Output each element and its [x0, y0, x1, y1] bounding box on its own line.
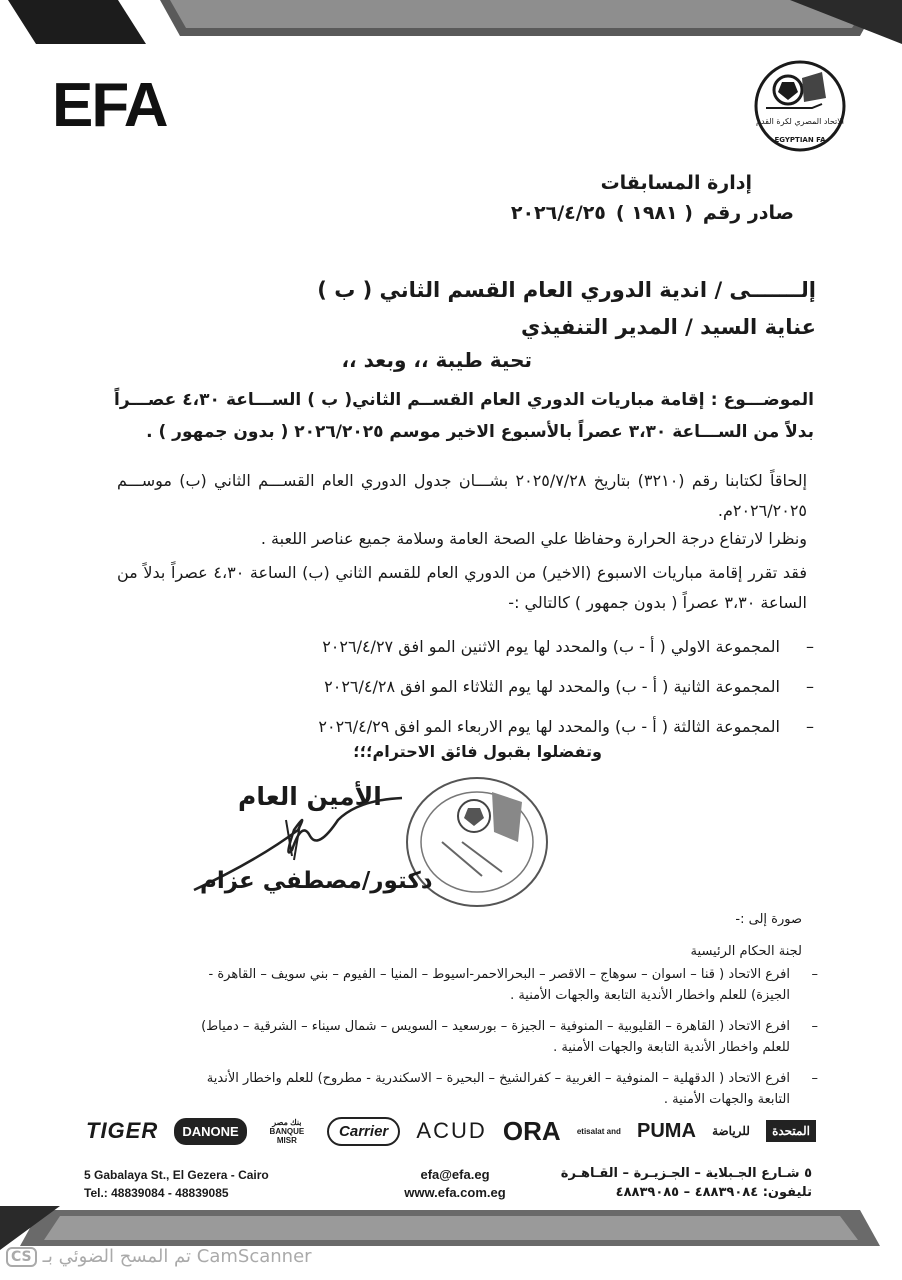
efa-emblem-icon [752, 58, 848, 154]
emblem-arabic-text: الاتحاد المصري لكرة القدم [755, 117, 845, 126]
subject-block [114, 384, 814, 448]
sponsor-puma-logo: PUMA [637, 1119, 696, 1142]
sponsor-carrier-logo: Carrier [327, 1117, 400, 1146]
subject-label: الموضـــوع : [710, 390, 814, 410]
top-border-band [0, 0, 902, 46]
sponsor-tiger-logo: TIGER [86, 1118, 159, 1143]
sponsor-united-logo: المتحدة [766, 1120, 816, 1142]
cc-item-text: افرع الاتحاد ( الدقهلية – المنوفية – الغربية – كفرالشيخ – البحيرة – الاسكندرية - مطروح) للعلم واخطار الأندية التابعة والجهات الأمنية . [206, 1071, 790, 1107]
footer-website-link[interactable]: www.efa.com.eg [404, 1185, 506, 1200]
cc-list [178, 964, 818, 1120]
group-text: المجموعة الثالثة ( أ - ب) والمحدد لها يوم الاربعاء المو افق ٢٠٢٦/٤/٢٩ [318, 716, 780, 736]
list-item [134, 626, 814, 666]
sponsor-etisalat-logo: etisalat and [576, 1126, 621, 1136]
reference-line [511, 202, 794, 224]
camscanner-watermark [6, 1246, 312, 1267]
address-ar: ٥ شـارع الجـبلاية – الجـزيـرة – القـاهـرة [560, 1166, 812, 1181]
camscanner-badge-icon: CS [6, 1247, 37, 1267]
list-item [178, 1016, 818, 1058]
paragraph-reason: ونظرا لارتفاع درجة الحرارة وحفاظا علي الصحة العامة وسلامة جميع عناصر اللعبة . [260, 529, 807, 548]
footer-contact [395, 1166, 515, 1202]
efa-logo: EFA [52, 71, 167, 140]
phone-ar: تليفون: ٤٨٨٣٩٠٨٤ – ٤٨٨٣٩٠٨٥ [615, 1185, 812, 1200]
signatory-name: دكتور/مصطفي عزام [200, 868, 433, 894]
phone-en: Tel.: 48839084 - 48839085 [84, 1186, 229, 1200]
paragraph-decision: فقد تقرر إقامة مباريات الاسبوع (الاخير) من الدوري العام للقسم الثاني (ب) الساعة ٤،٣٠ عصراً بدلاً من الساعة ٣،٣٠ عصراً ( بدون جمهور ) كالتالي :- [117, 563, 807, 612]
reference-date: ٢٠٢٦/٤/٢٥ [510, 202, 606, 224]
list-item [178, 964, 818, 1006]
group-text: المجموعة الاولي ( أ - ب) والمحدد لها يوم الاثنين المو افق ٢٠٢٦/٤/٢٧ [322, 636, 780, 656]
addressee-line: إلـــــــى / اندية الدوري العام القسم الثاني ( ب ) [317, 278, 816, 302]
closing-line: وتفضلوا بقبول فائق الاحترام؛؛؛ [353, 742, 602, 761]
bullet-dash: – [811, 1071, 818, 1086]
bullet-dash: – [811, 967, 818, 982]
attention-line: عناية السيد / المدير التنفيذي [520, 315, 816, 339]
footer-address-en [84, 1166, 269, 1202]
sponsor-danone-logo: DANONE [174, 1118, 246, 1145]
reference-label: صادر رقم [702, 202, 794, 224]
bottom-border-band [0, 1206, 902, 1250]
group-text: المجموعة الثانية ( أ - ب) والمحدد لها يوم الثلاثاء المو افق ٢٠٢٦/٤/٢٨ [324, 676, 780, 696]
list-item [178, 1068, 818, 1110]
signatory-title: الأمين العام [238, 782, 382, 811]
groups-list [134, 626, 814, 746]
cc-item-text: افرع الاتحاد ( قنا – اسوان – سوهاج – الاقصر – البحرالاحمر-اسيوط – المنيا – الفيوم – بني سويف – القاهرة - الجيزة) للعلم واخطار الأندية التابعة والجهات الأمنية . [208, 967, 790, 1003]
emblem-english-text: EGYPTIAN FA [774, 136, 826, 144]
sponsor-ora-logo: ORA [502, 1115, 561, 1146]
bullet-dash: – [806, 716, 814, 736]
greeting: تحية طيبة ،، وبعد ،، [341, 348, 532, 372]
paragraph-reference: إلحاقاً لكتابنا رقم (٣٢١٠) بتاريخ ٢٠٢٥/٧/٢٨ بشـــان جدول الدوري العام القســـم الثاني (ب) موســـم ٢٠٢٦/٢٠٢٥م. [117, 471, 808, 520]
list-item [134, 706, 814, 746]
sponsor-acud-logo: ACUD [416, 1118, 487, 1143]
footer-address-ar [561, 1164, 812, 1202]
sponsor-sports-logo: للرياضة [712, 1124, 750, 1138]
cc-referees: لجنة الحكام الرئيسية [690, 944, 802, 959]
reference-number: ( ١٩٨١ ) [615, 202, 693, 224]
subject-text: إقامة مباريات الدوري العام القســم الثاني( ب ) الســـاعة ٤،٣٠ عصـــراً بدلاً من الســـاعة ٣،٣٠ عصراً بالأسبوع الاخير موسم ٢٠٢٦/٢٠٢٥ ( بدون جمهور ) . [114, 390, 814, 442]
cc-item-text: افرع الاتحاد ( القاهرة – القليوبية – المنوفية – الجيزة – بورسعيد – السويس – شمال سيناء – الشرقية – دمياط) للعلم واخطار الأندية التابعة والجهات الأمنية . [201, 1019, 790, 1055]
bullet-dash: – [811, 1019, 818, 1034]
cc-header: صورة إلى :- [735, 912, 802, 927]
list-item [134, 666, 814, 706]
sponsors-bar [86, 1108, 816, 1154]
department-title: إدارة المسابقات [600, 172, 752, 194]
address-en: 5 Gabalaya St., El Gezera - Cairo [84, 1168, 269, 1182]
bullet-dash: – [806, 676, 814, 696]
camscanner-text: تم المسح الضوئي بـ CamScanner [42, 1246, 312, 1267]
sponsor-banque-misr-logo: بنك مصر BANQUE MISR [269, 1117, 305, 1145]
footer-email-link[interactable]: efa@efa.eg [420, 1167, 490, 1182]
bullet-dash: – [806, 636, 814, 656]
